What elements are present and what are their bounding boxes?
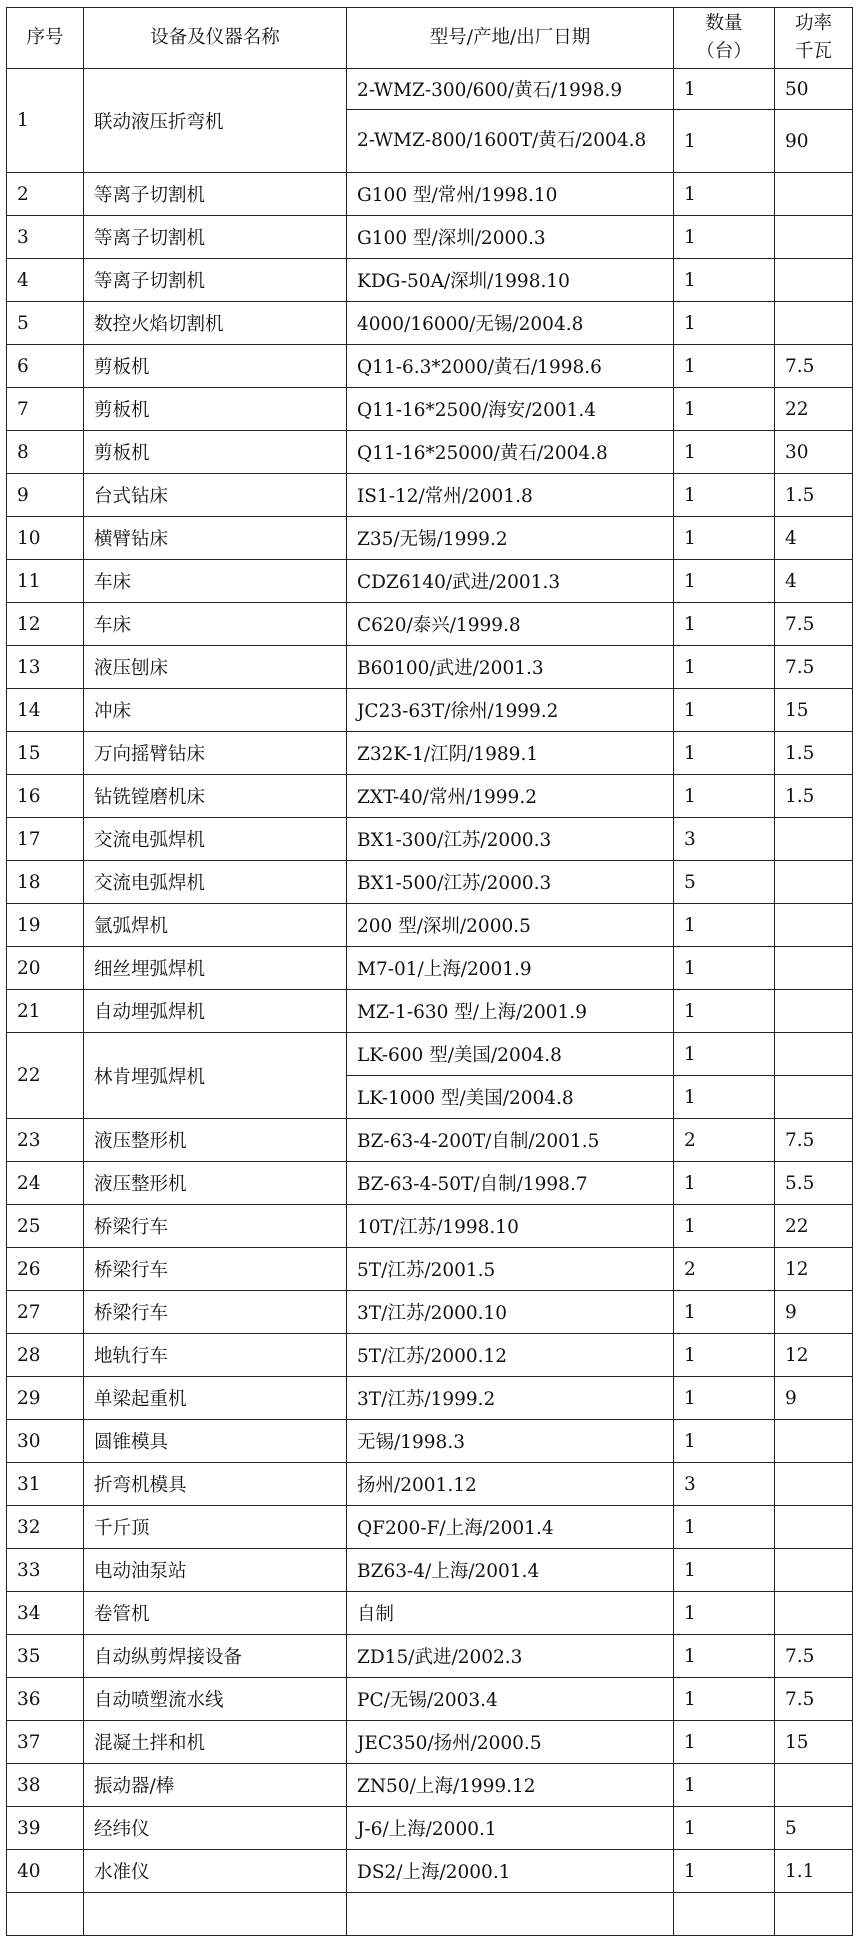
row-qty: 1 — [674, 1334, 775, 1377]
row-power — [775, 947, 853, 990]
row-power — [775, 1506, 853, 1549]
table-row — [7, 1893, 853, 1936]
row-no: 13 — [7, 646, 84, 689]
row-qty: 1 — [674, 947, 775, 990]
row-model: Q11-16*25000/黄石/2004.8 — [347, 431, 674, 474]
row-model: 2-WMZ-800/1600T/黄石/2004.8 — [347, 110, 674, 173]
row-qty: 1 — [674, 69, 775, 110]
row-model: MZ-1-630 型/上海/2001.9 — [347, 990, 674, 1033]
header-row — [7, 8, 853, 69]
row-power: 30 — [775, 431, 853, 474]
row-no: 22 — [7, 1033, 84, 1119]
row-power: 7.5 — [775, 1678, 853, 1721]
row-model: BX1-500/江苏/2000.3 — [347, 861, 674, 904]
row-power: 1.1 — [775, 1850, 853, 1893]
row-qty: 1 — [674, 1162, 775, 1205]
row-no: 9 — [7, 474, 84, 517]
row-qty: 1 — [674, 1678, 775, 1721]
row-power — [775, 818, 853, 861]
row-no: 5 — [7, 302, 84, 345]
row-power — [775, 259, 853, 302]
row-no: 8 — [7, 431, 84, 474]
row-name: 等离子切割机 — [84, 173, 347, 216]
row-model: ZN50/上海/1999.12 — [347, 1764, 674, 1807]
row-name: 液压刨床 — [84, 646, 347, 689]
row-no: 1 — [7, 69, 84, 173]
row-no: 25 — [7, 1205, 84, 1248]
table-row — [7, 173, 853, 216]
table-row — [7, 1592, 853, 1635]
row-model: KDG-50A/深圳/1998.10 — [347, 259, 674, 302]
row-model: Q11-6.3*2000/黄石/1998.6 — [347, 345, 674, 388]
row-qty: 1 — [674, 1807, 775, 1850]
row-name: 液压整形机 — [84, 1119, 347, 1162]
row-power: 5 — [775, 1807, 853, 1850]
row-name: 数控火焰切割机 — [84, 302, 347, 345]
row-model: BZ-63-4-50T/自制/1998.7 — [347, 1162, 674, 1205]
row-name: 液压整形机 — [84, 1162, 347, 1205]
row-qty: 1 — [674, 603, 775, 646]
row-power: 9 — [775, 1377, 853, 1420]
row-power: 90 — [775, 110, 853, 173]
row-power — [775, 1076, 853, 1119]
row-name: 千斤顶 — [84, 1506, 347, 1549]
row-model: B60100/武进/2001.3 — [347, 646, 674, 689]
row-power: 22 — [775, 388, 853, 431]
row-qty: 1 — [674, 431, 775, 474]
row-name — [84, 1893, 347, 1936]
row-no: 34 — [7, 1592, 84, 1635]
row-qty: 1 — [674, 302, 775, 345]
table-row — [7, 1033, 853, 1076]
row-qty: 1 — [674, 1291, 775, 1334]
row-model: BZ63-4/上海/2001.4 — [347, 1549, 674, 1592]
row-no: 12 — [7, 603, 84, 646]
row-name: 横臂钻床 — [84, 517, 347, 560]
table-row — [7, 1291, 853, 1334]
row-no: 30 — [7, 1420, 84, 1463]
row-no — [7, 1893, 84, 1936]
row-no: 23 — [7, 1119, 84, 1162]
row-no: 33 — [7, 1549, 84, 1592]
row-name: 桥梁行车 — [84, 1248, 347, 1291]
header-power-line2: 千瓦 — [794, 41, 832, 62]
table-row — [7, 259, 853, 302]
row-name: 混凝土拌和机 — [84, 1721, 347, 1764]
row-no: 4 — [7, 259, 84, 302]
row-qty: 1 — [674, 216, 775, 259]
row-no: 20 — [7, 947, 84, 990]
row-model: BZ-63-4-200T/自制/2001.5 — [347, 1119, 674, 1162]
row-power: 7.5 — [775, 345, 853, 388]
row-name: 剪板机 — [84, 388, 347, 431]
table-row — [7, 861, 853, 904]
table-row — [7, 1463, 853, 1506]
header-power — [775, 8, 853, 69]
table-row — [7, 1420, 853, 1463]
row-no: 32 — [7, 1506, 84, 1549]
row-model: 扬州/2001.12 — [347, 1463, 674, 1506]
row-no: 18 — [7, 861, 84, 904]
row-power: 5.5 — [775, 1162, 853, 1205]
row-name: 氩弧焊机 — [84, 904, 347, 947]
row-power: 7.5 — [775, 646, 853, 689]
row-qty: 1 — [674, 110, 775, 173]
table-row — [7, 775, 853, 818]
row-name: 剪板机 — [84, 431, 347, 474]
row-model: 5T/江苏/2001.5 — [347, 1248, 674, 1291]
row-model — [347, 1893, 674, 1936]
table-row — [7, 1549, 853, 1592]
row-name: 自动纵剪焊接设备 — [84, 1635, 347, 1678]
row-qty: 3 — [674, 1463, 775, 1506]
table-row — [7, 1850, 853, 1893]
header-qty-line2: （台） — [696, 41, 752, 62]
row-name: 冲床 — [84, 689, 347, 732]
row-power — [775, 1893, 853, 1936]
table-row — [7, 1334, 853, 1377]
table-row — [7, 517, 853, 560]
row-power — [775, 1592, 853, 1635]
row-power — [775, 861, 853, 904]
row-name: 万向摇臂钻床 — [84, 732, 347, 775]
row-qty: 1 — [674, 689, 775, 732]
row-qty: 1 — [674, 1850, 775, 1893]
row-model: G100 型/深圳/2000.3 — [347, 216, 674, 259]
header-power-line1: 功率 — [794, 13, 832, 34]
row-model: 自制 — [347, 1592, 674, 1635]
row-power: 9 — [775, 1291, 853, 1334]
row-qty: 1 — [674, 775, 775, 818]
row-no: 6 — [7, 345, 84, 388]
row-name: 自动埋弧焊机 — [84, 990, 347, 1033]
row-qty: 1 — [674, 1764, 775, 1807]
row-model: LK-600 型/美国/2004.8 — [347, 1033, 674, 1076]
row-no: 27 — [7, 1291, 84, 1334]
row-power: 22 — [775, 1205, 853, 1248]
table-row — [7, 69, 853, 110]
row-model: Z32K-1/江阴/1989.1 — [347, 732, 674, 775]
row-name: 水准仪 — [84, 1850, 347, 1893]
row-power: 4 — [775, 560, 853, 603]
row-no: 28 — [7, 1334, 84, 1377]
row-model: 4000/16000/无锡/2004.8 — [347, 302, 674, 345]
row-power: 1.5 — [775, 474, 853, 517]
row-model: 3T/江苏/2000.10 — [347, 1291, 674, 1334]
row-name: 单梁起重机 — [84, 1377, 347, 1420]
row-name: 电动油泵站 — [84, 1549, 347, 1592]
row-qty — [674, 1893, 775, 1936]
table-row — [7, 388, 853, 431]
row-qty: 1 — [674, 388, 775, 431]
row-qty: 1 — [674, 646, 775, 689]
row-model: 10T/江苏/1998.10 — [347, 1205, 674, 1248]
row-qty: 1 — [674, 345, 775, 388]
table-row — [7, 1807, 853, 1850]
row-power — [775, 904, 853, 947]
row-qty: 3 — [674, 818, 775, 861]
row-no: 40 — [7, 1850, 84, 1893]
row-qty: 1 — [674, 990, 775, 1033]
row-model: Z35/无锡/1999.2 — [347, 517, 674, 560]
row-power — [775, 1033, 853, 1076]
row-power: 15 — [775, 1721, 853, 1764]
row-power: 1.5 — [775, 732, 853, 775]
row-qty: 1 — [674, 904, 775, 947]
row-power — [775, 1420, 853, 1463]
row-model: IS1-12/常州/2001.8 — [347, 474, 674, 517]
row-name: 林肯埋弧焊机 — [84, 1033, 347, 1119]
row-model: LK-1000 型/美国/2004.8 — [347, 1076, 674, 1119]
table-row — [7, 1205, 853, 1248]
row-qty: 1 — [674, 173, 775, 216]
row-no: 37 — [7, 1721, 84, 1764]
row-power: 12 — [775, 1334, 853, 1377]
row-no: 26 — [7, 1248, 84, 1291]
row-name: 卷管机 — [84, 1592, 347, 1635]
row-model: G100 型/常州/1998.10 — [347, 173, 674, 216]
header-model: 型号/产地/出厂日期 — [347, 8, 674, 69]
row-qty: 1 — [674, 1076, 775, 1119]
table-row — [7, 1119, 853, 1162]
row-no: 29 — [7, 1377, 84, 1420]
row-name: 钻铣镗磨机床 — [84, 775, 347, 818]
table-row — [7, 990, 853, 1033]
row-no: 11 — [7, 560, 84, 603]
row-name: 交流电弧焊机 — [84, 818, 347, 861]
row-model: ZXT-40/常州/1999.2 — [347, 775, 674, 818]
row-name: 振动器/棒 — [84, 1764, 347, 1807]
row-model: Q11-16*2500/海安/2001.4 — [347, 388, 674, 431]
row-model: QF200-F/上海/2001.4 — [347, 1506, 674, 1549]
row-qty: 2 — [674, 1119, 775, 1162]
table-row — [7, 1377, 853, 1420]
row-model: 5T/江苏/2000.12 — [347, 1334, 674, 1377]
row-name: 交流电弧焊机 — [84, 861, 347, 904]
row-no: 39 — [7, 1807, 84, 1850]
row-power — [775, 216, 853, 259]
row-model: ZD15/武进/2002.3 — [347, 1635, 674, 1678]
row-name: 细丝埋弧焊机 — [84, 947, 347, 990]
header-no: 序号 — [7, 8, 84, 69]
table-row — [7, 1248, 853, 1291]
row-qty: 1 — [674, 1506, 775, 1549]
row-model: DS2/上海/2000.1 — [347, 1850, 674, 1893]
row-no: 3 — [7, 216, 84, 259]
row-model: M7-01/上海/2001.9 — [347, 947, 674, 990]
table-row — [7, 646, 853, 689]
row-qty: 1 — [674, 474, 775, 517]
row-power: 50 — [775, 69, 853, 110]
row-name: 桥梁行车 — [84, 1205, 347, 1248]
header-qty-line1: 数量 — [705, 13, 743, 34]
row-name: 自动喷塑流水线 — [84, 1678, 347, 1721]
table-row — [7, 947, 853, 990]
table-row — [7, 689, 853, 732]
row-power: 7.5 — [775, 603, 853, 646]
table-row — [7, 904, 853, 947]
row-no: 35 — [7, 1635, 84, 1678]
table-row — [7, 1635, 853, 1678]
row-power: 7.5 — [775, 1635, 853, 1678]
row-qty: 1 — [674, 1205, 775, 1248]
row-no: 38 — [7, 1764, 84, 1807]
row-qty: 1 — [674, 1592, 775, 1635]
row-model: PC/无锡/2003.4 — [347, 1678, 674, 1721]
row-power: 1.5 — [775, 775, 853, 818]
row-model: J-6/上海/2000.1 — [347, 1807, 674, 1850]
row-model: JEC350/扬州/2000.5 — [347, 1721, 674, 1764]
row-no: 2 — [7, 173, 84, 216]
row-name: 车床 — [84, 560, 347, 603]
table-row — [7, 818, 853, 861]
row-power — [775, 173, 853, 216]
row-no: 15 — [7, 732, 84, 775]
header-qty — [674, 8, 775, 69]
table-row — [7, 431, 853, 474]
row-name: 等离子切割机 — [84, 259, 347, 302]
row-model: JC23-63T/徐州/1999.2 — [347, 689, 674, 732]
row-name: 折弯机模具 — [84, 1463, 347, 1506]
row-no: 36 — [7, 1678, 84, 1721]
row-model: 200 型/深圳/2000.5 — [347, 904, 674, 947]
row-power — [775, 1764, 853, 1807]
row-model: 2-WMZ-300/600/黄石/1998.9 — [347, 69, 674, 110]
row-no: 17 — [7, 818, 84, 861]
row-qty: 1 — [674, 1721, 775, 1764]
row-name: 车床 — [84, 603, 347, 646]
row-qty: 1 — [674, 1635, 775, 1678]
row-power — [775, 1549, 853, 1592]
table-row — [7, 345, 853, 388]
row-power — [775, 990, 853, 1033]
row-model: CDZ6140/武进/2001.3 — [347, 560, 674, 603]
row-no: 19 — [7, 904, 84, 947]
row-power: 4 — [775, 517, 853, 560]
row-no: 24 — [7, 1162, 84, 1205]
row-qty: 1 — [674, 1033, 775, 1076]
row-no: 14 — [7, 689, 84, 732]
table-row — [7, 1721, 853, 1764]
row-qty: 1 — [674, 560, 775, 603]
table-row — [7, 1506, 853, 1549]
row-power — [775, 302, 853, 345]
table-row — [7, 1764, 853, 1807]
row-model: 3T/江苏/1999.2 — [347, 1377, 674, 1420]
row-name: 剪板机 — [84, 345, 347, 388]
row-model: BX1-300/江苏/2000.3 — [347, 818, 674, 861]
table-row — [7, 1678, 853, 1721]
row-power: 15 — [775, 689, 853, 732]
row-name: 圆锥模具 — [84, 1420, 347, 1463]
table-row — [7, 216, 853, 259]
row-model: C620/泰兴/1999.8 — [347, 603, 674, 646]
row-qty: 5 — [674, 861, 775, 904]
table-row — [7, 732, 853, 775]
table-row — [7, 1162, 853, 1205]
equipment-table — [6, 7, 853, 1936]
row-qty: 2 — [674, 1248, 775, 1291]
table-row — [7, 603, 853, 646]
row-no: 21 — [7, 990, 84, 1033]
row-name: 地轨行车 — [84, 1334, 347, 1377]
row-qty: 1 — [674, 517, 775, 560]
table-row — [7, 302, 853, 345]
row-name: 等离子切割机 — [84, 216, 347, 259]
row-no: 31 — [7, 1463, 84, 1506]
row-name: 经纬仪 — [84, 1807, 347, 1850]
header-name: 设备及仪器名称 — [84, 8, 347, 69]
table-row — [7, 474, 853, 517]
row-power — [775, 1463, 853, 1506]
row-name: 桥梁行车 — [84, 1291, 347, 1334]
row-qty: 1 — [674, 732, 775, 775]
row-name: 联动液压折弯机 — [84, 69, 347, 173]
row-power: 12 — [775, 1248, 853, 1291]
row-no: 7 — [7, 388, 84, 431]
row-no: 10 — [7, 517, 84, 560]
row-qty: 1 — [674, 1549, 775, 1592]
row-power: 7.5 — [775, 1119, 853, 1162]
row-qty: 1 — [674, 1377, 775, 1420]
table-row — [7, 560, 853, 603]
row-model: 无锡/1998.3 — [347, 1420, 674, 1463]
row-qty: 1 — [674, 259, 775, 302]
row-no: 16 — [7, 775, 84, 818]
row-name: 台式钻床 — [84, 474, 347, 517]
row-qty: 1 — [674, 1420, 775, 1463]
